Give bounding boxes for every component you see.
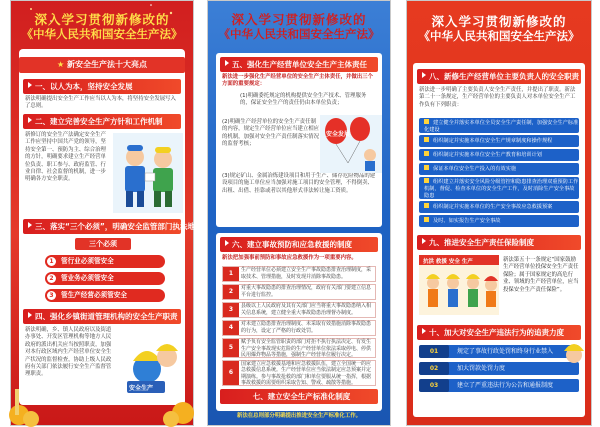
penalty-row-3 [429,379,579,392]
measure-row-4 [222,320,376,336]
section-10-heading [417,325,581,340]
must-text-2: 管业务必须管安全 [61,274,114,282]
checkbox-icon [424,137,429,142]
duty-row-6 [419,201,579,213]
section-3-heading [23,219,203,234]
penalty-number: 02 [419,362,449,375]
poster-title [11,13,193,41]
triangle-icon [422,328,426,334]
title-line-1: 深入学习贯彻新修改的 [431,14,567,29]
scene-banner-text: 抗洪 救援 安全 生产 [423,259,473,265]
poster-panel-3 [406,0,592,426]
duty-row-4 [419,163,579,175]
row-number: 3 [223,303,239,317]
measure-row-5 [222,338,376,358]
measure-text-5: 赋予负有安全监管职责的部门对拒不执行执法决定、有发生生产安全事故现实危险的生产经营单位依法采取停电、停供民用爆炸物品等措施，强制生产经营单位履行决定。 [241,339,372,358]
must-text-3: 管生产经营必须管安全 [61,291,127,299]
balloon-text: 安全发展 [326,131,351,138]
section-7-text: 七、建立安全生产标准化制度 [252,392,351,401]
section-10-text: 十、加大对安全生产违法行为的追责力度 [429,328,564,337]
row-number: 4 [223,321,239,335]
section-5-item-2: (2)明确生产经营单位的安全生产责任制的内容，规定生产经营单位应当建立相应的机制，加强对安全生产责任制落实情况的监督考核； [222,119,320,148]
penalty-row-2 [429,362,579,375]
section-2-text: 二、建立完善安全生产方针和工作机制 [35,117,163,126]
section-2-heading [23,114,181,129]
triangle-icon [28,82,32,88]
section-9-text: 九、推进安全生产责任保险制度 [429,238,534,247]
must-item-1 [45,255,165,268]
content-card [19,49,203,405]
row-number: 6 [223,361,239,385]
section-1-heading [23,79,181,94]
number-badge: 1 [47,257,56,266]
triangle-icon [225,60,229,66]
triangle-icon [28,222,32,228]
checkbox-icon [424,119,429,124]
measure-row-1 [222,266,376,282]
star-icon: ★ [57,60,67,69]
duty-row-3 [419,149,579,161]
title-line-1: 深入学习贯彻新修改的 [34,12,170,27]
content-card [413,63,585,417]
penalty-number: 03 [419,379,449,392]
section-4-paragraph: 新法明确，乡、镇人民政府以及街道办事处、开发区管理机构等地方人民政府的派出机关应当按照职责，加强对本行政区域内生产经营单位安全生产状况的监督检查，协助上级人民政府有关部门依法履行安全生产监督管理职责。 [25,327,112,378]
highlights-banner [19,57,185,73]
duty-text-6: 组织制定并实施本单位的生产安全事故应急救援预案 [433,204,553,210]
duty-text-5: 组织建立并落实安全风险分级管控和隐患排查治理双重预防工作机制，督促、检查本单位的安全生产工作，及时消除生产安全事故隐患 [424,178,579,199]
content-card-top [216,53,382,227]
poster-title [407,15,591,43]
duty-text-4: 保证本单位安全生产投入的有效实施 [433,166,517,172]
triangle-icon [225,240,229,246]
section-3-text: 三、落实“三个必须”，明确安全监管部门执法地位 [35,222,203,231]
poster-panel-2 [207,0,391,426]
section-4-text: 四、强化乡镇街道管理机构的安全生产职责 [35,312,178,321]
section-9-heading [417,235,581,250]
section-7-paragraph: 新法在总则部分明确提出推进安全生产标准化工作。 [237,413,361,419]
duty-row-7 [419,215,579,227]
duty-row-5 [419,177,579,199]
section-5-heading [220,57,378,72]
workers-illustration [113,133,183,213]
section-1-paragraph: 新法明确提出安全生产工作应当以人为本，将坚持安全发展写入了总则。 [25,96,176,110]
measure-row-2 [222,284,376,300]
title-line-2: 《中华人民共和国安全生产法》 [418,29,580,43]
triangle-icon [422,72,426,78]
section-7-heading [220,389,378,404]
three-musts-label: 三个必须 [75,238,131,250]
section-5-text: 五、强化生产经营单位安全生产主体责任 [232,60,367,69]
title-line-2: 《中华人民共和国安全生产法》 [218,27,380,41]
must-item-3 [45,289,165,302]
bottom-flower-decoration [11,389,195,427]
measure-text-4: 对未建立隐患排查治理制度、未采取有效措施消除事故隐患的行为，设定了严格的行政处罚。 [241,321,372,334]
number-badge: 3 [47,291,56,300]
section-8-text: 八、新修生产经营单位主要负责人的安全职责 [429,72,579,81]
section-8-paragraph: 新法进一步明确了主要负责人安全生产责任，并提出了职责。新法第二十一条规定，生产经营单位的主要负责人对本单位安全生产工作负有下列职责： [419,87,576,108]
section-9-paragraph: 新法第五十一条规定“国家鼓励生产经营单位投保安全生产责任保险；属于国家规定的高危行业、领域的生产经营单位，应当投保安全生产责任保险”。 [503,257,579,293]
penalty-text-3: 建立了严重违法行为公告和通报制度 [457,382,554,389]
poster-title [208,13,390,41]
checkbox-icon [424,151,429,156]
duty-row-1 [419,118,579,133]
section-6-intro: 新法把加强事前预防和事故应急救援作为一项重要内容。 [222,255,357,261]
section-4-heading [23,309,181,324]
title-line-1: 深入学习贯彻新修改的 [231,12,367,27]
measure-text-3: 县级以上人民政府及其有关部门应当将重大事故隐患纳入相关信息系统，建立健全重大事故隐患治理督办制度。 [241,303,372,316]
duty-text-2: 组织制定并实施本单位安全生产规章制度和操作规程 [433,138,553,144]
duty-row-2 [419,135,579,147]
measure-text-6: 国家建立应急救援基地和应急救援队伍，建立全国统一的应急救援信息系统。生产经营单位应当依法制定应急预案并定期演练。参与事故抢救的部门和单位要服从统一指挥，根据事故救援的需要组织采取告知、警戒、疏散等措施。 [241,361,372,386]
triangle-icon [28,312,32,318]
measure-text-2: 对重大事故隐患的排查治理情况，政府有关部门要建立信息平台进行监控。 [241,285,372,298]
penalty-text-2: 加大罚款处罚力度 [457,365,506,372]
poster-panel-1 [10,0,203,426]
section-8-heading [417,69,581,84]
row-number: 1 [223,267,239,281]
title-line-2: 《中华人民共和国安全生产法》 [21,27,183,41]
checkbox-icon [424,203,429,208]
measure-row-6 [222,360,376,386]
penalty-text-1: 规定了事故行政处罚和终身行业禁入 [457,348,554,355]
section-2-paragraph: 新修订的安全生产法确定安全生产工作应坚持中国共产党的领导，坚持安全第一、预防为主、综合治理的方针，明确要求建立生产经营单位负责、职工参与、政府监管、行业自律、社会监督的机制，进一步明确各方安全职责。 [25,132,106,183]
balloons-illustration [320,115,382,173]
worker-helmet-icon [561,337,587,367]
content-card-bottom [216,233,382,411]
number-badge: 2 [47,274,56,283]
triangle-icon [28,117,32,123]
row-number: 2 [223,285,239,299]
duty-text-3: 组织制定并实施本单位安全生产教育和培训计划 [433,152,542,158]
must-text-1: 管行业必须管安全 [61,257,114,265]
section-6-text: 六、建立事故预防和应急救援的制度 [232,240,352,249]
section-6-heading [220,237,378,252]
section-5-item-3: (3)规定矿山、金属冶炼建设项目和用于生产、储存危险物品的建设项目的施工单位应当加强对施工项目的安全管理，不得倒卖、出租、出借、挂靠或者以其他形式非法转让施工资质。 [222,173,376,194]
triangle-icon [422,238,426,244]
measure-row-3 [222,302,376,318]
must-item-2 [45,272,165,285]
measure-text-1: 生产经营单位必须建立安全生产事故隐患排查治理制度，采取技术、管理措施，及时发现并消除事故隐患。 [241,267,372,280]
penalty-row-1 [429,345,579,358]
checkbox-icon [424,178,429,183]
penalty-number: 01 [419,345,449,358]
duty-text-7: 及时、如实报告生产安全事故 [433,218,501,224]
row-number: 5 [223,339,239,357]
section-5-intro: 新法进一步强化生产经营单位的安全生产主体责任，并做出三个方面的重要规定： [222,74,373,88]
duty-text-1: 建立健全并落实本单位全员安全生产责任制，加强安全生产标准化建设 [424,119,579,133]
section-1-text: 一、以人为本，坚持安全发展 [35,82,133,91]
checkbox-icon [424,165,429,170]
safety-badge-text: 安全生产 [129,385,154,392]
checkbox-icon [424,217,429,222]
section-5-item-1: (1)明确委托规定的机构提供安全生产技术、管理服务的，保证安全生产的责任仍由本单位负责； [240,93,367,107]
banner-text: 新安全生产法十大亮点 [66,60,147,69]
